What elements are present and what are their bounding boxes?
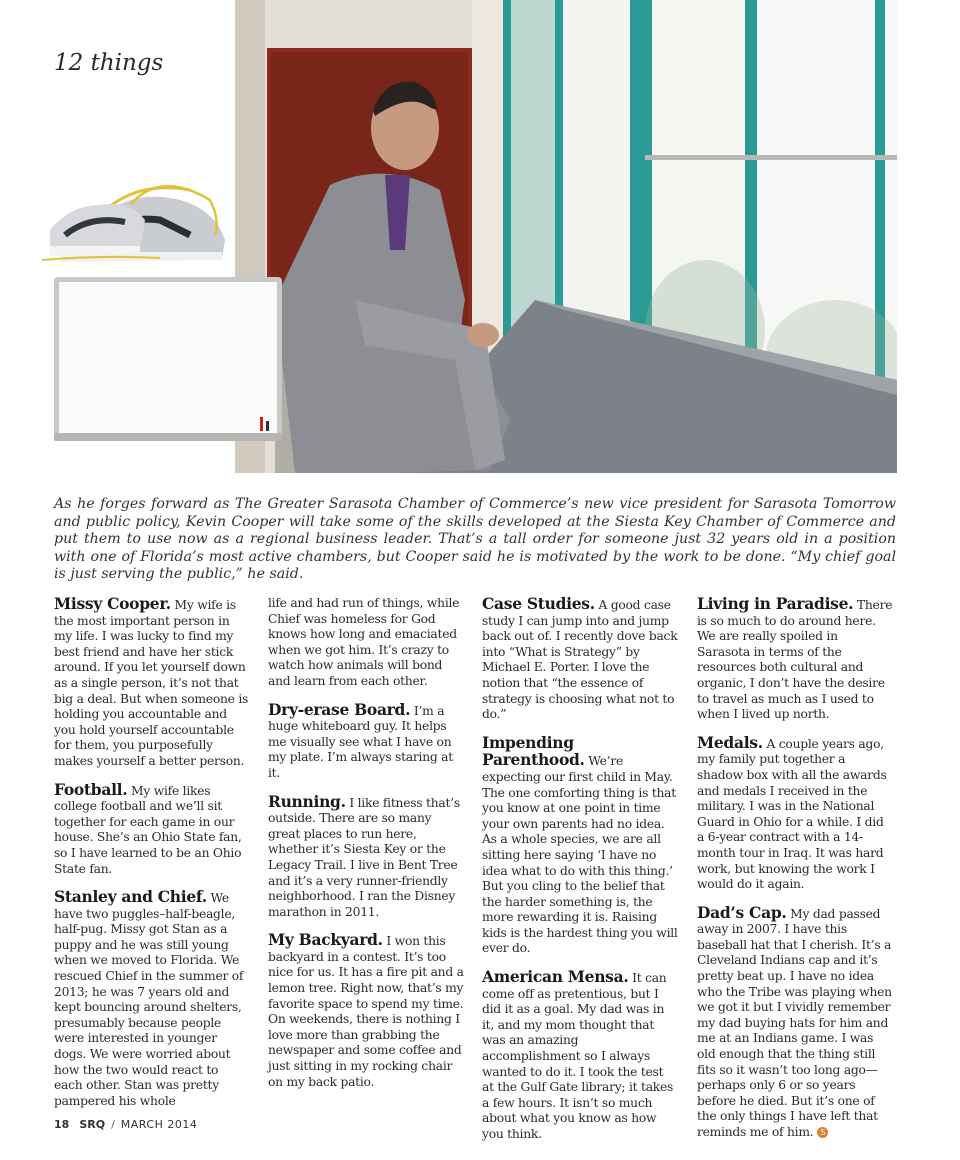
item-missy-cooper <box>54 596 250 770</box>
item-body: We have two puggles–half-beagle, half-pug. Missy got Stan as a puppy and he was still young when we moved to Florida. We rescued Chief in the summer of 2013; he was 7 years old and kept bouncing around shelters, presumably because people were interested in younger dogs. We were worried about how the two would react to each other. Stan was pretty pampered his whole <box>54 891 244 1108</box>
page-footer <box>54 1118 197 1131</box>
item-heading: Dad’s Cap. <box>697 902 787 922</box>
item-stanley-continued <box>268 596 464 690</box>
item-running <box>268 791 464 921</box>
text-column-1 <box>54 596 250 1121</box>
item-football <box>54 779 250 878</box>
item-heading: Medals. <box>697 732 763 752</box>
item-body: I like fitness that’s outside. There are so many great places to run here, whether it’s Siesta Key or the Legacy Trail. I live in Bent Tree and it’s a very runner-friendly neighborhood. I ran the Disney marathon in 2011. <box>268 795 460 919</box>
item-dry-erase-board <box>268 699 464 782</box>
item-heading: Missy Cooper. <box>54 594 171 613</box>
item-body: We’re expecting our first child in May. The one comforting thing is that you know at one point in time your own parents had no idea. As a whole species, we are all sitting here saying ‘I have no idea what to do with this thing.’ But you cling to the belief that the harder something is, the more rewarding it is. Raising kids is the hardest thing you will ever do. <box>482 754 678 956</box>
item-body: My wife likes college football and we’ll sit together for each game in our house. She’s an Ohio State fan, so I have learned to be an Ohio State fan. <box>54 783 242 876</box>
item-medals <box>697 732 893 893</box>
item-heading: Living in Paradise. <box>697 594 854 613</box>
item-heading: American Mensa. <box>482 967 629 987</box>
text-column-4 <box>697 596 893 1153</box>
item-body: My wife is the most important person in my life. I was lucky to find my best friend and have her stick around. If you let yourself down as a single person, it’s not that big a deal. But when someone is holding you accountable and you hold yourself accountable for them, you purposefully makes yourself a better person. <box>54 598 249 768</box>
item-heading: Running. <box>268 791 346 811</box>
text-column-2 <box>268 596 464 1102</box>
item-body: A couple years ago, my family put together a shadow box with all the awards and medals I received in the military. I was in the National Guard in Ohio for a while. I did a 6-year contract with a 14-month tour in Iraq. It was hard work, but knowing the work I would do it again. <box>697 736 887 892</box>
item-body: life and had run of things, while Chief was homeless for God knows how long and emaciated when we got him. It’s crazy to watch how animals will bond and learn from each other. <box>268 596 460 688</box>
whiteboard-image <box>54 277 282 443</box>
end-mark-icon: S <box>817 1127 828 1138</box>
page-number: 18 <box>54 1118 70 1131</box>
section-title: 12 things <box>54 50 164 76</box>
item-body: I won this backyard in a contest. It’s too nice for us. It has a fire pit and a lemon tree. Right now, that’s my favorite space to spend my time. On weekends, there is nothing I love more than grabbing the newspaper and some coffee and just sitting in my rocking chair on my back patio. <box>268 934 464 1089</box>
item-body: I’m a huge whiteboard guy. It helps me visually see what I have on my plate. I’m always staring at it. <box>268 703 453 780</box>
item-heading: Impending Parenthood. <box>482 732 585 770</box>
item-dads-cap <box>697 902 893 1141</box>
item-heading: Stanley and Chief. <box>54 887 207 907</box>
item-my-backyard <box>268 932 464 1090</box>
text-column-3 <box>482 596 678 1155</box>
portrait-photo <box>235 0 897 473</box>
item-body: There is so much to do around here. We are really spoiled in Sarasota in terms of the resources both cultural and organic, I don’t have the desire to travel as much as I used to when I lived up north. <box>697 598 893 722</box>
issue-date: MARCH 2014 <box>120 1118 198 1131</box>
item-body: My dad passed away in 2007. I have this baseball hat that I cherish. It’s a Cleveland Indians cap and it’s pretty beat up. I have no idea who the Tribe was playing when we got it but I vividly remember my dad buying hats for him and me at an Indians game. I was old enough that the thing still fits so it wasn’t too long ago—perhaps only 6 or so years before he died. But it’s one of the only things I have left that reminds me of him. <box>697 906 892 1139</box>
item-stanley-and-chief <box>54 889 250 1109</box>
item-heading: Dry-erase Board. <box>268 699 411 719</box>
item-body: A good case study I can jump into and jump back out of. I recently dove back into “What is Strategy” by Michael E. Porter. I love the notion that “the essence of strategy is choosing what not to do.” <box>482 598 678 722</box>
item-living-in-paradise <box>697 596 893 723</box>
item-heading: Football. <box>54 779 128 799</box>
item-body: It can come off as pretentious, but I did it as a goal. My dad was in it, and my mom thought that was an amazing accomplishment so I always wanted to do it. I took the test at the Gulf Gate library; it takes a few hours. It isn’t so much about what you know as how you think. <box>482 971 674 1141</box>
footer-separator: / <box>111 1118 115 1131</box>
intro-paragraph: As he forges forward as The Greater Sarasota Chamber of Commerce’s new vice president for Sarasota Tomorrow and public policy, Kevin Cooper will take some of the skills developed at the Siesta Key Chamber of Commerce and put them to use now as a regional business leader. That’s a tall order for someone just 32 years old in a position with one of Florida’s most active chambers, but Cooper said he is motivated by the work to be done. “My chief goal is just serving the public,” he said. <box>54 496 896 583</box>
item-heading: My Backyard. <box>268 930 383 950</box>
item-american-mensa <box>482 969 678 1143</box>
sneakers-image <box>40 160 230 270</box>
item-impending-parenthood <box>482 732 678 957</box>
magazine-name: SRQ <box>79 1118 106 1131</box>
item-heading: Case Studies. <box>482 594 595 613</box>
item-case-studies <box>482 596 678 723</box>
